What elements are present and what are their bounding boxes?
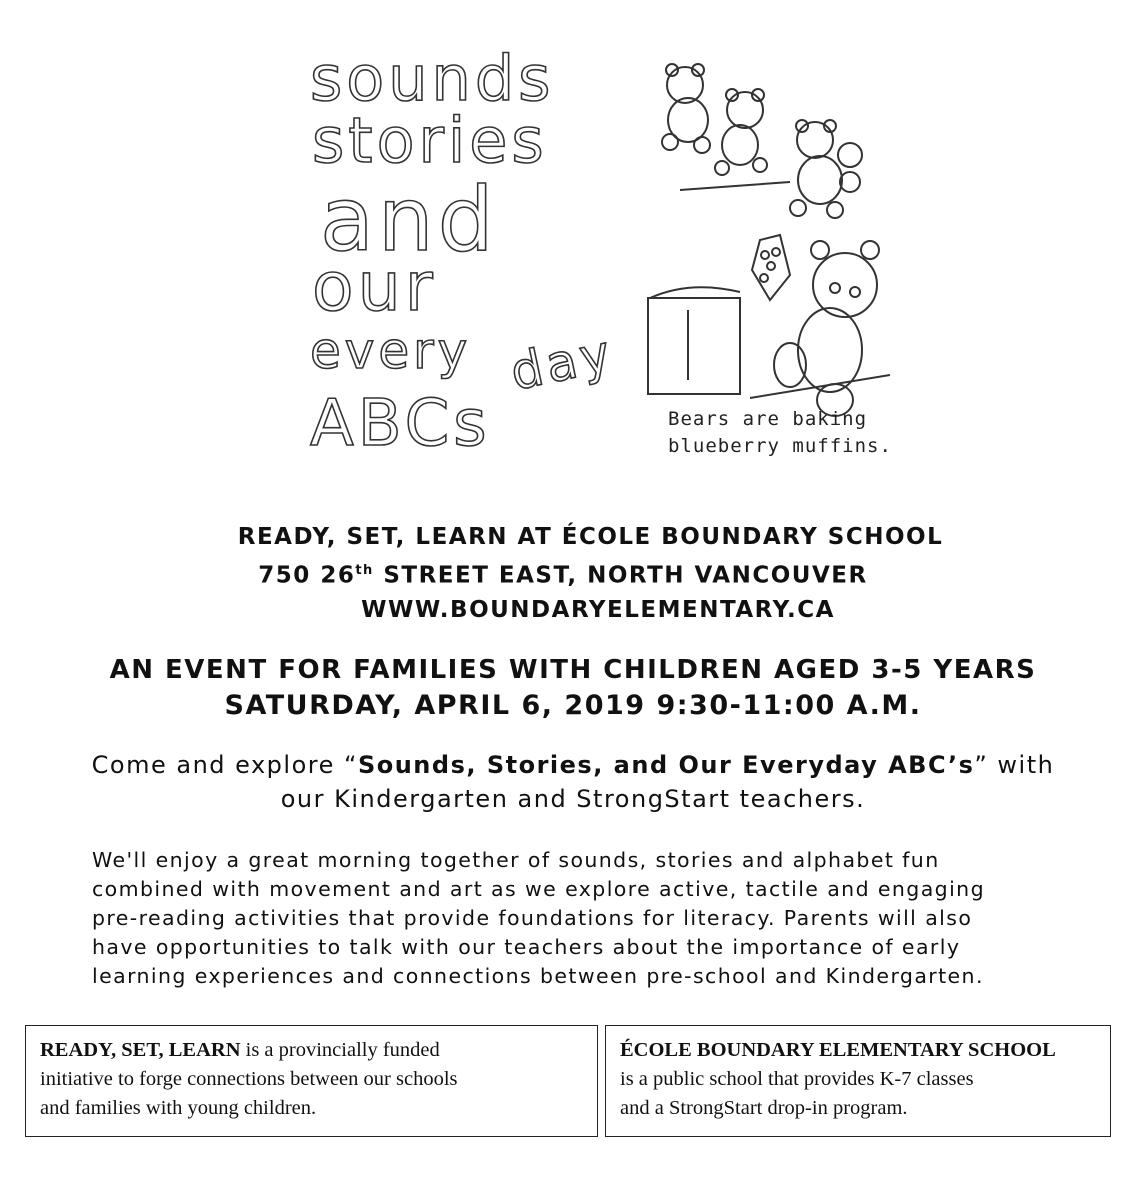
drawing-word-stories: stories: [312, 104, 548, 177]
event-title-quote: Sounds, Stories, and Our Everyday ABC’s: [357, 751, 975, 779]
drawing-word-our: our: [312, 248, 437, 327]
box-right-line1: [620, 1036, 1096, 1065]
event-date-time: SATURDAY, APRIL 6, 2019 9:30-11:00 A.M.: [224, 690, 922, 721]
description-line: We'll enjoy a great morning together of sounds, stories and alphabet fun: [92, 848, 940, 872]
street-name: STREET EAST, NORTH VANCOUVER: [373, 562, 868, 589]
program-name: READY, SET, LEARN: [40, 1039, 241, 1061]
drawing-title: [310, 42, 619, 461]
drawing-word-abcs: ABCs: [310, 387, 491, 461]
description-line: have opportunities to talk with our teachers about the importance of early: [92, 935, 961, 959]
explore-line2: our Kindergarten and StrongStart teachers.: [280, 785, 866, 813]
box-left-line3: and families with young children.: [40, 1097, 317, 1119]
box-right-line3: and a StrongStart drop-in program.: [620, 1097, 908, 1119]
drawing-illustration: [290, 30, 910, 470]
explore-suffix: ” with: [974, 751, 1055, 779]
box-left-text1: is a provincially funded: [240, 1039, 440, 1061]
explore-line1: [0, 748, 1146, 782]
box-right-line2: is a public school that provides K-7 classes: [620, 1068, 974, 1090]
event-info-block: [0, 652, 1146, 724]
drawing-caption-line1: Bears are baking: [668, 408, 868, 430]
event-description: [92, 846, 1092, 991]
explore-invitation: [0, 748, 1146, 816]
event-audience: AN EVENT FOR FAMILIES WITH CHILDREN AGED 3-5 YEARS: [109, 655, 1037, 685]
bears-drawing: [648, 64, 890, 416]
box-left-line2: initiative to forge connections between our schools: [40, 1068, 458, 1090]
ordinal-suffix: th: [355, 563, 374, 578]
school-info-box: [605, 1025, 1111, 1137]
box-left-line1: [40, 1036, 583, 1065]
explore-prefix: Come and explore “: [91, 751, 358, 779]
child-drawing: [290, 30, 910, 470]
school-address-block: [0, 520, 1146, 627]
street-address-line: [0, 554, 1146, 593]
drawing-word-sounds: sounds: [310, 42, 555, 115]
description-line: pre-reading activities that provide foundations for literacy. Parents will also: [92, 906, 973, 930]
description-line: learning experiences and connections between pre-school and Kindergarten.: [92, 964, 984, 988]
drawing-word-and: and: [320, 168, 498, 271]
description-line: combined with movement and art as we explore active, tactile and engaging: [92, 877, 985, 901]
school-name: ÉCOLE BOUNDARY ELEMENTARY SCHOOL: [620, 1039, 1056, 1061]
drawing-word-every: every: [310, 322, 472, 380]
street-number: 750 26: [258, 562, 356, 589]
drawing-caption-line2: blueberry muffins.: [668, 435, 892, 457]
program-school-line: READY, SET, LEARN AT ÉCOLE BOUNDARY SCHOOL: [237, 524, 944, 550]
drawing-word-day: day: [505, 323, 620, 402]
ready-set-learn-info-box: [25, 1025, 598, 1137]
website-link[interactable]: WWW.BOUNDARYELEMENTARY.CA: [361, 596, 835, 623]
